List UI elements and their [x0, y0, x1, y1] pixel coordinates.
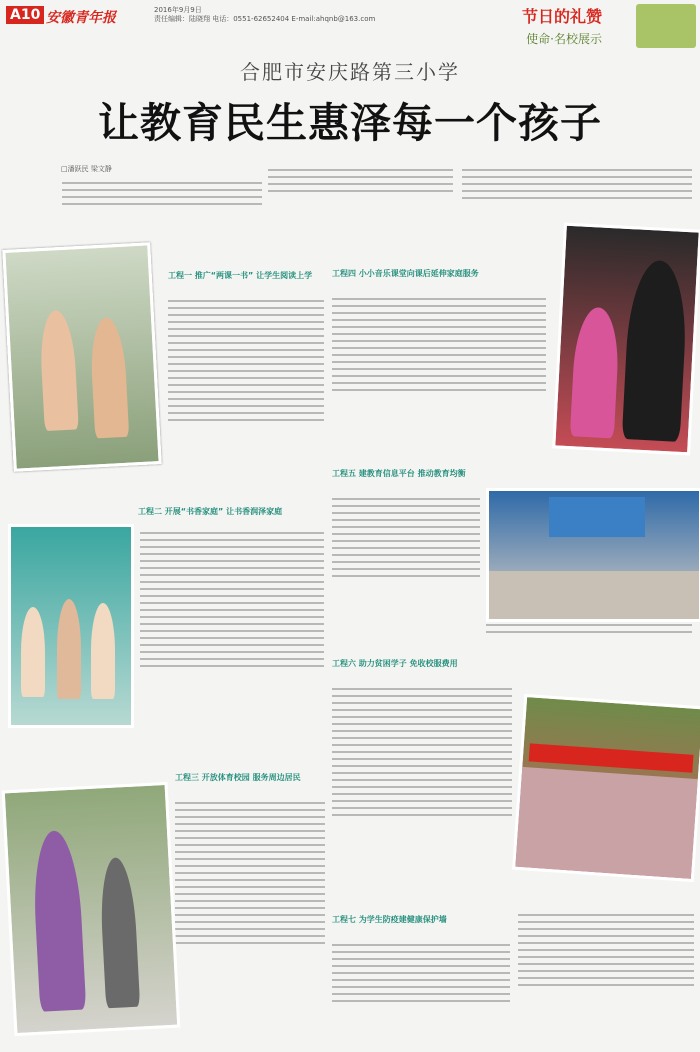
issue-date: 2016年9月9日 — [154, 6, 202, 14]
project-5-text — [332, 494, 480, 634]
photo-students-with-books — [2, 242, 161, 471]
project-7-text — [332, 940, 510, 1044]
intro-text-col-2 — [268, 165, 453, 205]
project-6-heading: 工程六 助力贫困学子 免收校服费用 — [332, 659, 458, 668]
photo-group-banner — [512, 694, 700, 882]
headline: 让教育民生惠泽每一个孩子 — [98, 99, 602, 147]
photo-meeting — [486, 488, 700, 622]
project-7-heading: 工程七 为学生防疫建健康保护墙 — [332, 915, 447, 924]
project-2-text — [140, 528, 324, 758]
project-5-text-cont — [486, 620, 692, 642]
photo-jump-rope — [2, 782, 181, 1036]
photo-reading-corner — [8, 524, 134, 728]
school-name: 合肥市安庆路第三小学 — [240, 60, 460, 84]
section-logo-image — [636, 4, 696, 48]
project-2-heading: 工程二 开展“书香家庭” 让书香润泽家庭 — [138, 507, 283, 516]
photo-music-class — [552, 223, 700, 456]
project-6-text — [332, 684, 512, 904]
project-1-text — [168, 296, 324, 502]
section-subtitle: 使命·名校展示 — [526, 32, 602, 46]
masthead-meta — [154, 6, 375, 24]
project-4-text — [332, 294, 546, 456]
byline: □潘跃民 梁文静 — [61, 165, 112, 173]
project-5-heading: 工程五 建教育信息平台 推动教育均衡 — [332, 469, 466, 478]
intro-text-col-3 — [462, 165, 692, 227]
project-4-heading: 工程四 小小音乐课堂向课后延伸家庭服务 — [332, 269, 479, 278]
editor-contact: 责任编辑：陆晓翔 电话：0551-62652404 E-mail:ahqnb@163.com — [154, 15, 376, 23]
project-3-text — [175, 798, 325, 1042]
project-3-heading: 工程三 开放体育校园 服务周边居民 — [175, 773, 301, 782]
project-1-heading: 工程一 推广“两课一书” 让学生阅读上学 — [168, 271, 313, 280]
page-number: A10 — [6, 6, 44, 24]
section-title: 节日的礼赞 — [521, 7, 602, 26]
closing-text — [518, 910, 694, 1044]
paper-name: 安徽青年报 — [46, 10, 116, 26]
intro-text-col-1 — [62, 178, 262, 218]
